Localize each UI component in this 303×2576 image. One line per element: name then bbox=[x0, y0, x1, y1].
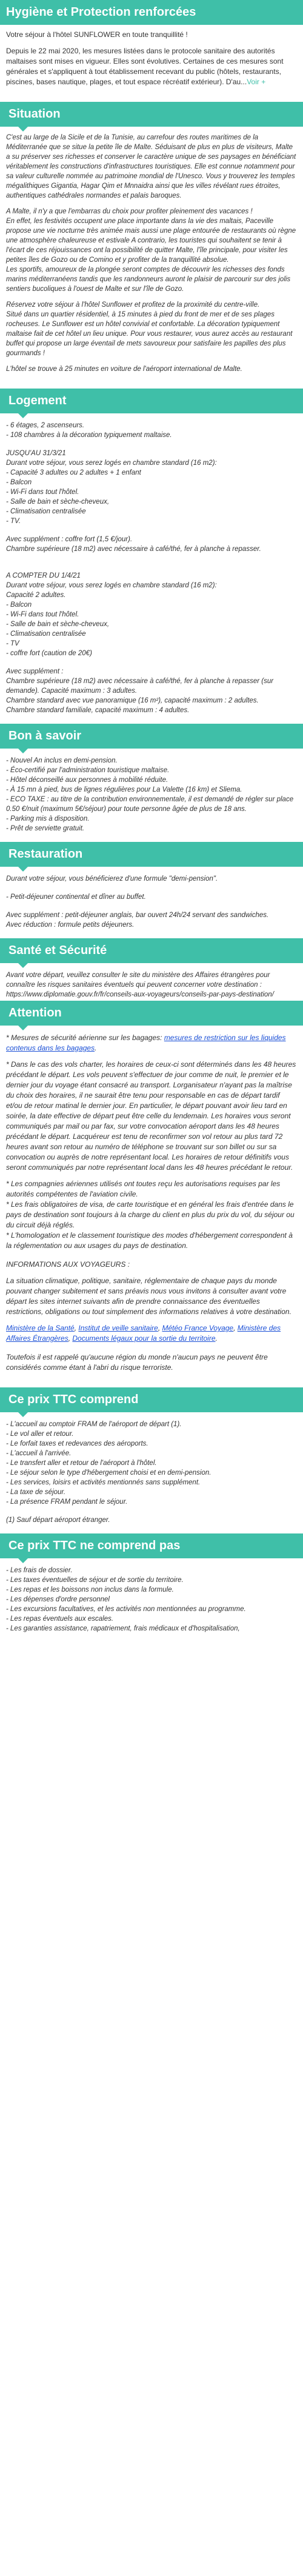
list-item: - Wi-Fi dans tout l'hôtel. bbox=[6, 611, 79, 618]
list-item: - Climatisation centralisée bbox=[6, 630, 86, 638]
logement-date-2: A COMPTER DU 1/4/21 bbox=[6, 572, 81, 579]
list-item: - TV bbox=[6, 640, 19, 647]
list-item: - Les taxes éventuelles de séjour et de sortie du territoire. bbox=[6, 1577, 184, 1584]
logement-intro-2: - 108 chambres à la décoration typiquement maltaise. bbox=[6, 432, 172, 439]
restauration-p2: - Petit-déjeuner continental et dîner au buffet. bbox=[6, 893, 146, 901]
hygiene-text: Depuis le 22 mai 2020, les mesures listées dans le protocole sanitaire des autorités maltaises sont mises en vigueur. Elles sont évolutives. Certaines de ces mesures sont générales et s'appliquent à tout établissement recevant du public (hôtels, restaurants, piscines, bases nautique, plages, et tout espace récréatif extérieur). D'au...Voir + bbox=[6, 47, 284, 86]
list-item: - Nouvel An inclus en demi-pension. bbox=[6, 757, 118, 764]
situation-p6: Situé dans un quartier résidentiel, à 15 minutes à pied du front de mer et de ses plages rocheuses. Le Sunflower est un hôtel convivial et confortable. La décoration typiquement maltaise fait de cet hôtel un lieu unique. Pour vous restaurer, vous aurez accès au restaurant buffet qui propose un large éventail de mets savoureux pour satisfaire les papilles des plus gourmands ! bbox=[6, 311, 293, 357]
attention-heading: Attention bbox=[0, 1001, 303, 1026]
sante-section bbox=[0, 963, 303, 1001]
situation-section bbox=[0, 127, 303, 389]
list-item: - Les repas et les boissons non inclus dans la formule. bbox=[6, 1586, 174, 1593]
situation-p1: C'est au large de la Sicile et de la Tunisie, au carrefour des routes maritimes de la Méditerranée que se situe la petite île de Malte. Séduisant de plus en plus de visiteurs, Malte a su préserver ses richesses et conserver le caractère unique de ses paysages en bénéficiant véritablement les constructions d'infrastructures touristiques. Elle est connue notamment pour sa valeur culturelle nommée au patrimoine mondial de l'Unesco. Vous y trouverez les temples mégalithiques Gigantia, Hagar Qim et Mnnaidra ainsi que les villes révélant rues étroites, authentiques cathédrales normandes et palais baroques. bbox=[6, 134, 296, 199]
exclus-section bbox=[0, 1558, 303, 1642]
attention-p4: * Les frais obligatoires de visa, de carte touristique et en général les frais d'entrée dans le pays de destination sont toujours à la charge du client en plus du prix du vol, du séjour ou du circuit déjà réglés. bbox=[6, 1200, 295, 1229]
bon-savoir-section bbox=[0, 749, 303, 842]
list-item: - Climatisation centralisée bbox=[6, 508, 86, 515]
list-item: - Éco-certifié par l'administration touristique maltaise. bbox=[6, 767, 170, 774]
attention-p7: Toutefois il est rappelé qu'aucune région du monde n'aucun pays ne peuvent être considérés comme étant à l'abri du risque terroriste. bbox=[6, 1353, 268, 1372]
meteo-france-link[interactable]: Météo France Voyage bbox=[162, 1324, 234, 1332]
list-item: - Les repas éventuels aux escales. bbox=[6, 1615, 114, 1623]
hygiene-more-link[interactable]: Voir + bbox=[247, 78, 266, 86]
veille-sanitaire-link[interactable]: Institut de veille sanitaire bbox=[78, 1324, 158, 1332]
situation-p4: Les sportifs, amoureux de la plongée seront comptes de découvrir les richesses des fonds marins méditerranéens tandis que les randonneurs auront le plaisir de parcourir sur des jolis sentiers bucoliques à l'ouest de Malte et sur l'île de Gozo. bbox=[6, 266, 291, 293]
list-item: Capacité 2 adultes. bbox=[6, 592, 66, 599]
logement-block2-intro: Durant votre séjour, vous serez logés en chambre standard (16 m2): bbox=[6, 582, 217, 589]
list-item: - Le forfait taxes et redevances des aéroports. bbox=[6, 1440, 148, 1447]
list-item: - Balcon bbox=[6, 479, 32, 486]
bon-savoir-heading: Bon à savoir bbox=[0, 724, 303, 749]
restauration-heading: Restauration bbox=[0, 842, 303, 867]
list-item: - Le vol aller et retour. bbox=[6, 1430, 74, 1438]
list-item: - Capacité 3 adultes ou 2 adultes + 1 enfant bbox=[6, 469, 141, 476]
list-item: - L'accueil au comptoir FRAM de l'aéroport de départ (1). bbox=[6, 1421, 182, 1428]
logement-intro-1: - 6 étages, 2 ascenseurs. bbox=[6, 422, 85, 429]
situation-p7: L'hôtel se trouve à 25 minutes en voiture de l'aéroport international de Malte. bbox=[6, 365, 242, 373]
restauration-p3: Avec supplément : petit-déjeuner anglais, bar ouvert 24h/24 servant des sandwiches. bbox=[6, 912, 269, 919]
list-item: - coffre fort (caution de 20€) bbox=[6, 650, 92, 657]
inclus-section bbox=[0, 1412, 303, 1533]
restauration-p1: Durant votre séjour, vous bénéficierez d'une formule "demi-pension". bbox=[6, 875, 218, 883]
situation-p3: En effet, les festivités occupent une place importante dans la vie des maltais, Paceville propose une vie nocturne très animée mais aussi une plage entourée de restaurants où règne une atmosphère chaleureuse et estivale A contrario, les touristes qui souhaitent se tenir à l'écart de ces réjouissances ont la possibilité de quitter Malte, l'île principale, pour visiter les petites îles de Gozo ou de Comino et y profiter de la tranquillité absolue. bbox=[6, 218, 296, 264]
attention-info-title: INFORMATIONS AUX VOYAGEURS : bbox=[6, 1260, 130, 1269]
logement-date-1: JUSQU'AU 31/3/21 bbox=[6, 450, 66, 457]
logement-block2-extra-2: Chambre supérieure (18 m2) avec nécessaire à café/thé, fer à planche à repasser (sur demande). Capacité maximum : 3 adultes. bbox=[6, 678, 274, 695]
list-item: - Wi-Fi dans tout l'hôtel. bbox=[6, 489, 79, 496]
documents-legaux-link[interactable]: Documents légaux pour la sortie du territoire bbox=[72, 1334, 216, 1343]
list-item: - ECO TAXE : au titre de la contribution environnementale, il est demandé de régler sur place 0.50 €/nuit (maximum 5€/séjour) pour toute personne âgée de plus de 18 ans. bbox=[6, 796, 294, 813]
ministere-sante-link[interactable]: Ministère de la Santé bbox=[6, 1324, 75, 1332]
list-item: - Salle de bain et sèche-cheveux, bbox=[6, 621, 110, 628]
list-item: - Les services, loisirs et activités mentionnés sans supplément. bbox=[6, 1479, 201, 1486]
list-item: - Salle de bain et sèche-cheveux, bbox=[6, 498, 110, 506]
logement-block2-extra-3: Chambre standard avec vue panoramique (16 m²), capacité maximum : 2 adultes. bbox=[6, 697, 259, 704]
list-item: - Les excursions facultatives, et les activités non mentionnées au programme. bbox=[6, 1606, 246, 1613]
list-item: - Prêt de serviette gratuit. bbox=[6, 825, 85, 832]
list-item: - Les frais de dossier. bbox=[6, 1567, 73, 1574]
list-item: - Les garanties assistance, rapatriement, frais médicaux et d'hospitalisation, bbox=[6, 1625, 240, 1632]
list-item: - La taxe de séjour. bbox=[6, 1489, 66, 1496]
restauration-p4: Avec réduction : formule petits déjeuners. bbox=[6, 921, 135, 929]
exclus-heading: Ce prix TTC ne comprend pas bbox=[0, 1533, 303, 1558]
attention-section bbox=[0, 1026, 303, 1387]
attention-p2: * Dans le cas des vols charter, les horaires de ceux-ci sont déterminés dans les 48 heures précédant le départ. Les vols peuvent s'effectuer de jour comme de nuit, le premier et le dernier jour du voyage étant consacré au transport. Lorganisateur n'ayant pas la maîtrise du choix des horaires, il ne saurait être tenu pour responsable en cas de départ tardif et/ou de retour matinal le dernier jour. En particulier, le départ pouvant avoir lieu tard en soirée, la date effective de départ peut être celle du lendemain. Les horaires vous seront communiqués par mail ou par fax, sur votre convocation aéroport dans les 48 heures précédant le départ. Lacquéreur est tenu de reconfirmer son vol retour au plus tard 72 heures avant son retour au numéro de téléphone se trouvant sur son billet ou sur sa convocation ou auprès de notre représentant local. Les horaires de retour définitifs vous seront communiqués par notre représentant local dans les 48 heures précédant le retour. bbox=[6, 1060, 296, 1172]
situation-p2: A Malte, il n'y a que l'embarras du choix pour profiter pleinement des vacances ! bbox=[6, 208, 253, 215]
attention-p5: * L'homologation et le classement touristique des modes d'hébergement correspondent à la réglementation ou aux usages du pays de destination. bbox=[6, 1231, 293, 1250]
list-item: - Balcon bbox=[6, 601, 32, 609]
inclus-heading: Ce prix TTC comprend bbox=[0, 1387, 303, 1412]
list-item: - La présence FRAM pendant le séjour. bbox=[6, 1498, 128, 1506]
attention-p3: * Les compagnies aériennes utilisés ont toutes reçu les autorisations requises par les autorités compétentes de l'aviation civile. bbox=[6, 1180, 281, 1198]
hygiene-intro: Votre séjour à l'hôtel SUNFLOWER en toute tranquillité ! bbox=[6, 30, 188, 39]
hygiene-heading: Hygiène et Protection renforcées bbox=[0, 0, 303, 25]
list-item: - Le séjour selon le type d'hébergement choisi et en demi-pension. bbox=[6, 1469, 211, 1477]
liquids-restriction-link[interactable]: mesures de restriction sur les liquides contenus dans les bagages bbox=[6, 1033, 286, 1052]
situation-heading: Situation bbox=[0, 102, 303, 127]
list-item: - Parking mis à disposition. bbox=[6, 815, 90, 823]
list-item: - TV. bbox=[6, 518, 21, 525]
hygiene-section bbox=[0, 25, 303, 102]
situation-p5: Réservez votre séjour à l'hôtel Sunflower et profitez de la proximité du centre-ville. bbox=[6, 301, 260, 309]
list-item: - À 15 mn à pied, bus de lignes régulières pour La Valette (16 km) et Sliema. bbox=[6, 786, 242, 793]
list-item: - Le transfert aller et retour de l'aéroport à l'hôtel. bbox=[6, 1460, 157, 1467]
attention-p1: * Mesures de sécurité aérienne sur les bagages: mesures de restriction sur les liquides contenus dans les bagages. bbox=[6, 1033, 286, 1052]
affaires-etrangeres-link[interactable]: Ministère des Affaires Étrangères bbox=[6, 1324, 281, 1343]
logement-block2-extra-1: Avec supplément : bbox=[6, 668, 64, 675]
logement-block1-extra-2: Chambre supérieure (18 m2) avec nécessaire à café/thé, fer à planche à repasser. bbox=[6, 546, 261, 553]
attention-links: Ministère de la Santé, Institut de veille sanitaire, Météo France Voyage, Ministère des Affaires Étrangères, Documents légaux pour la sortie du territoire. bbox=[6, 1324, 281, 1343]
logement-block2-extra-4: Chambre standard familiale, capacité maximum : 4 adultes. bbox=[6, 707, 190, 714]
sante-text: Avant votre départ, veuillez consulter le site du ministère des Affaires étrangères pour connaître les risques sanitaires éventuels qui peuvent concerner votre destination : https://www.diplomatie.gouv.fr/fr/conseils-aux-voyageurs/conseils-par-pays-destination/ bbox=[6, 972, 274, 998]
attention-p6: La situation climatique, politique, sanitaire, réglementaire de chaque pays du monde pouvant changer subitement et sans préavis nous vous invitons à consulter avant votre départ les sites internet suivants afin de prendre connaissance des éventuelles restrictions, obligations ou tout simplement des informations relatives à votre destination. bbox=[6, 1276, 291, 1316]
restauration-section bbox=[0, 867, 303, 938]
sante-heading: Santé et Sécurité bbox=[0, 938, 303, 963]
list-item: - Les dépenses d'ordre personnel bbox=[6, 1596, 110, 1603]
inclus-note: (1) Sauf départ aéroport étranger. bbox=[6, 1517, 110, 1524]
list-item: - L'accueil à l'arrivée. bbox=[6, 1450, 72, 1457]
logement-block1-intro: Durant votre séjour, vous serez logés en chambre standard (16 m2): bbox=[6, 459, 217, 467]
logement-block1-extra-1: Avec supplément : coffre fort (1,5 €/jour). bbox=[6, 536, 133, 543]
logement-heading: Logement bbox=[0, 389, 303, 413]
list-item: - Hôtel déconseillé aux personnes à mobilité réduite. bbox=[6, 776, 168, 784]
logement-section bbox=[0, 413, 303, 724]
